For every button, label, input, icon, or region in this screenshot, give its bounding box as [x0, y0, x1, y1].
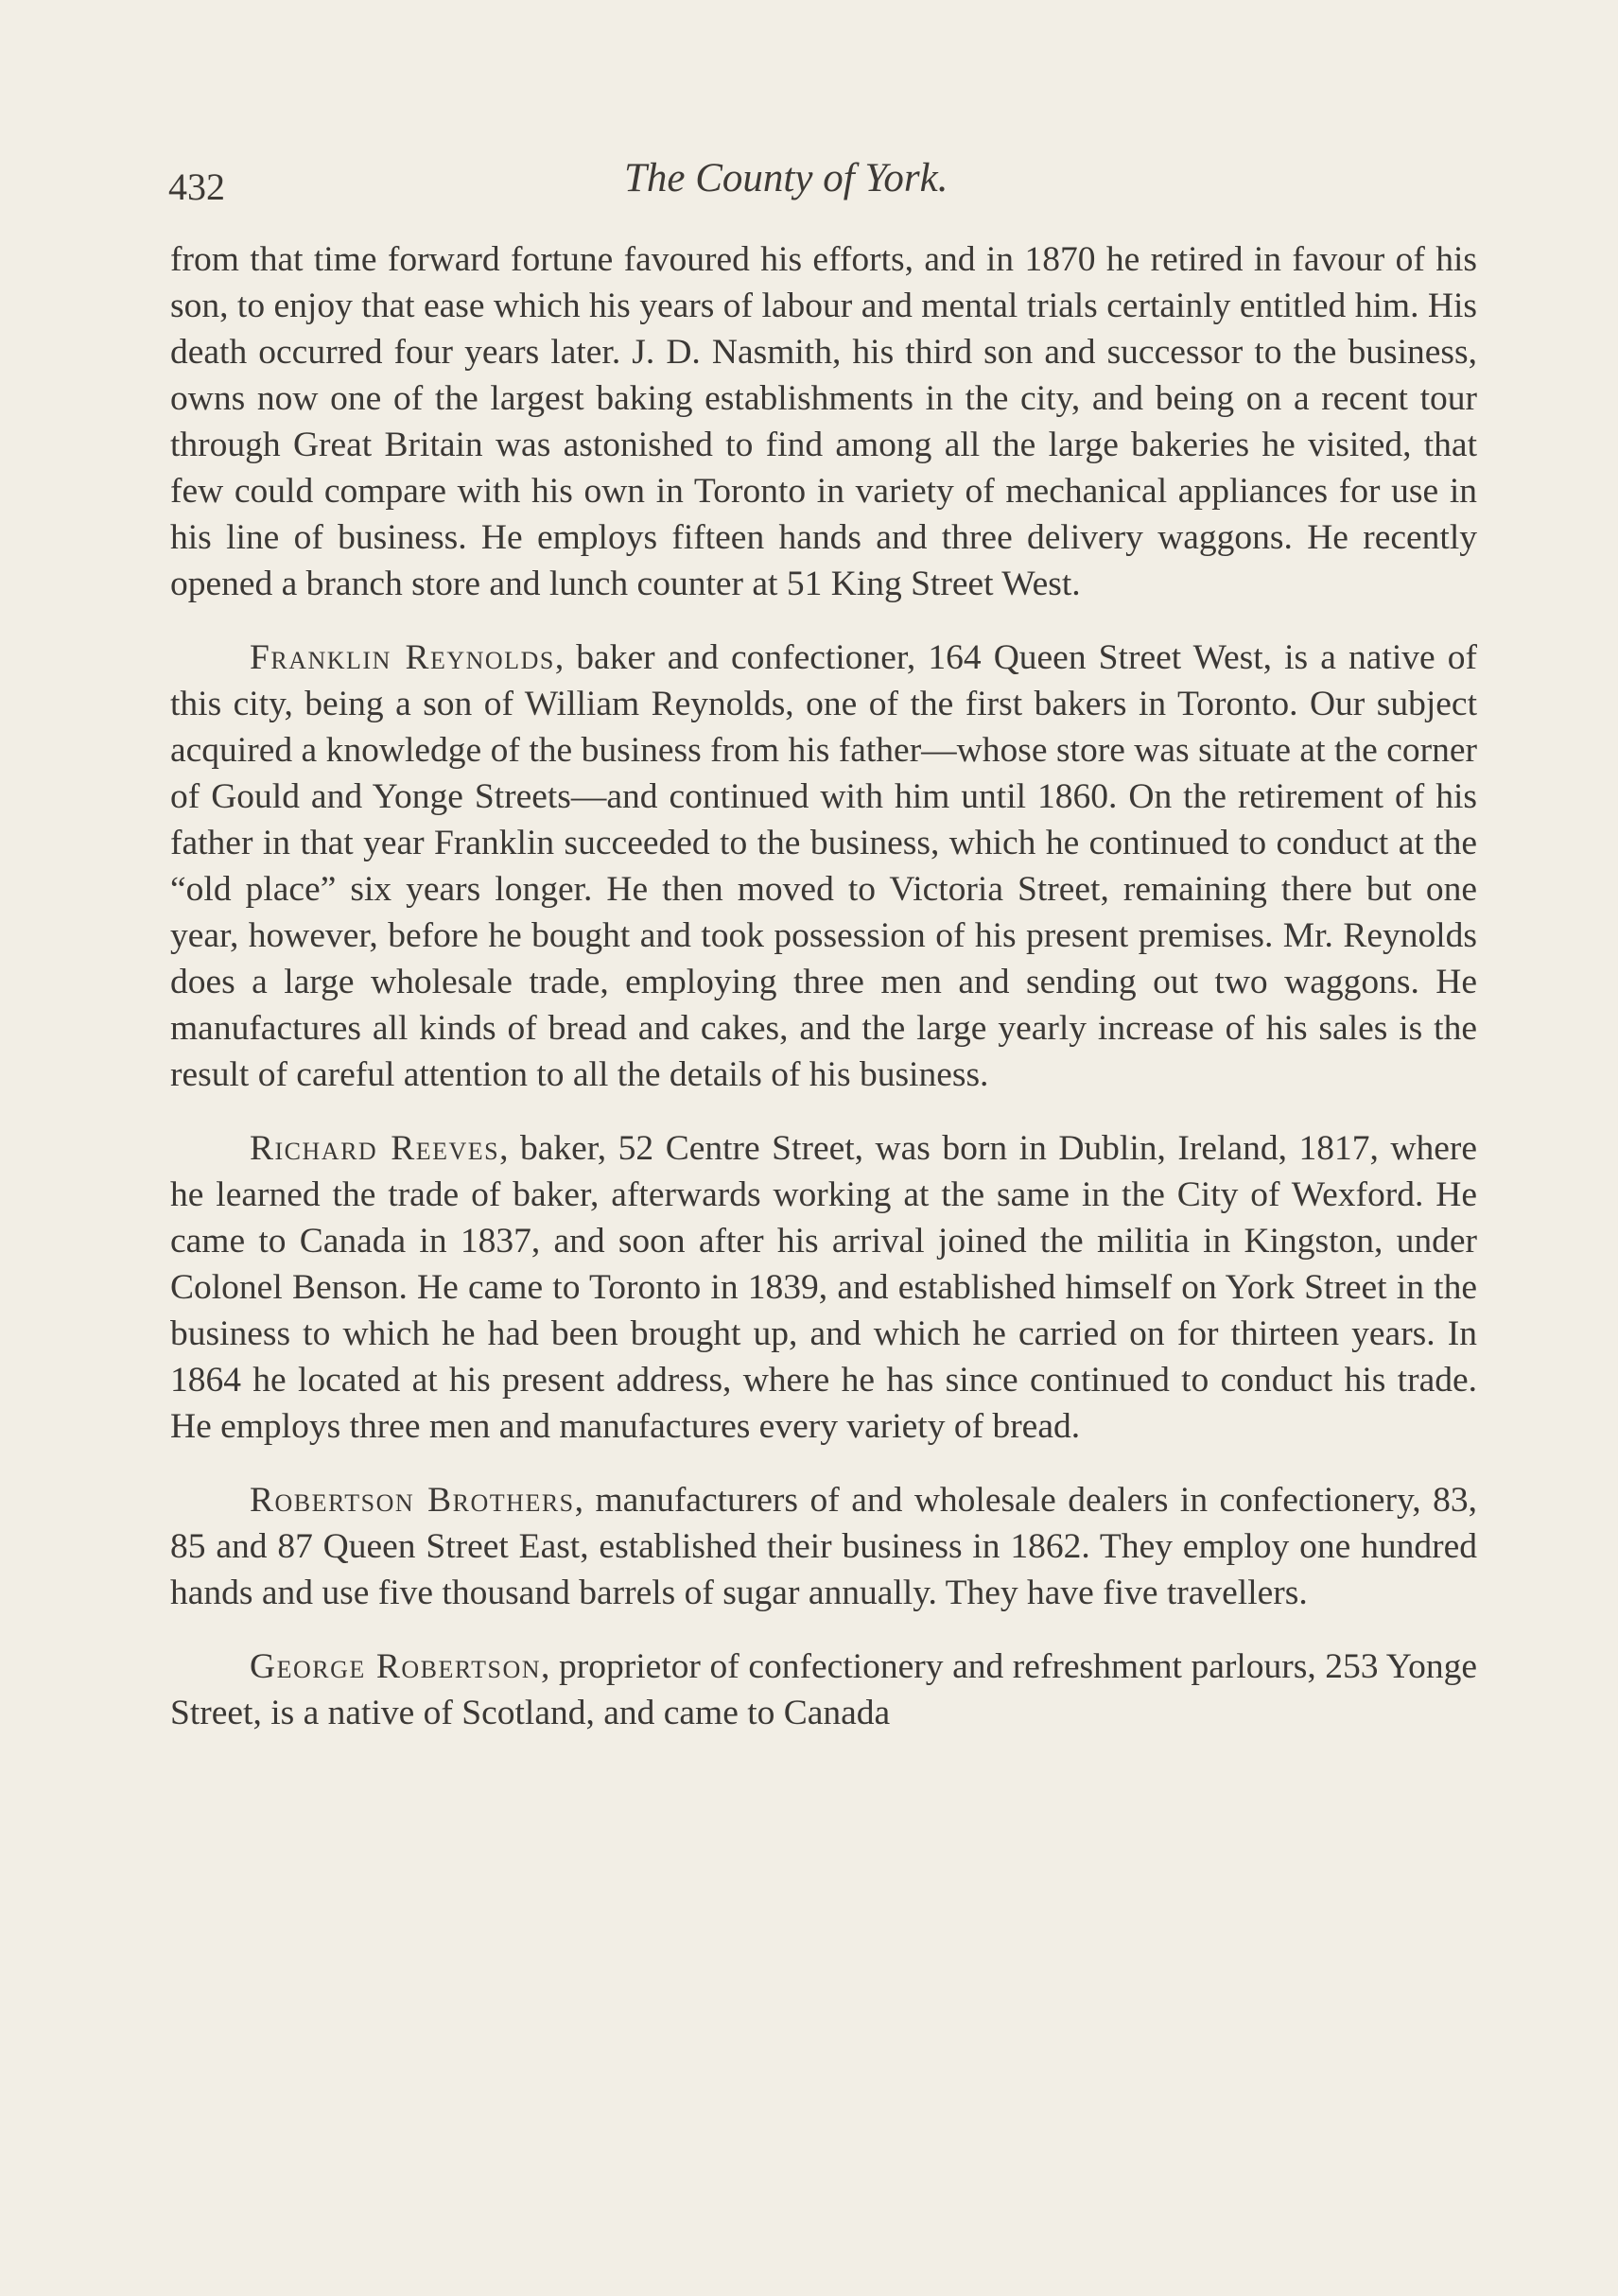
paragraph-nasmith-continued [170, 236, 1477, 607]
paragraph-robertson-brothers [170, 1477, 1477, 1616]
page-number: 432 [168, 165, 225, 208]
entry-name: Franklin Reynolds [250, 638, 555, 677]
body-text [170, 236, 1477, 1736]
paragraph-text: , proprietor of confectionery and refreshment parlours, 253 Yonge Street, is a native of Scotland, and came to Canada [170, 1647, 1477, 1732]
running-title: The County of York. [624, 156, 948, 200]
paragraph-text: , manufacturers of and wholesale dealers in confectionery, 83, 85 and 87 Queen Street East, established their business in 1862. They employ one hundred hands and use five thousand barrels of sugar annually. They have five travellers. [170, 1481, 1477, 1612]
entry-name: Richard Reeves [250, 1129, 500, 1168]
paragraph-franklin-reynolds [170, 635, 1477, 1098]
paragraph-text: from that time forward fortune favoured his efforts, and in 1870 he retired in favour of his son, to enjoy that ease which his years of labour and mental trials certainly entitled him. His death occurred four years later. J. D. Nasmith, his third son and successor to the business, owns now one of the largest baking establishments in the city, and being on a recent tour through Great Britain was astonished to find among all the large bakeries he visited, that few could compare with his own in Toronto in variety of mechanical appliances for use in his line of business. He employs fifteen hands and three delivery waggons. He recently opened a branch store and lunch counter at 51 King Street West. [170, 240, 1477, 603]
entry-name: George Robertson [250, 1647, 542, 1686]
paragraph-text: , baker and confectioner, 164 Queen Street West, is a native of this city, being a son of William Reynolds, one of the first bakers in Toronto. Our subject acquired a knowledge of the business from his father—whose store was situate at the corner of Gould and Yonge Streets—and continued with him until 1860. On the retirement of his father in that year Franklin succeeded to the business, which he continued to conduct at the “old place” six years longer. He then moved to Victoria Street, remaining there but one year, however, before he bought and took possession of his present premises. Mr. Reynolds does a large wholesale trade, employing three men and sending out two waggons. He manufactures all kinds of bread and cakes, and the large yearly increase of his sales is the result of careful attention to all the details of his business. [170, 638, 1478, 1094]
paragraph-george-robertson [170, 1644, 1477, 1736]
entry-name: Robertson Brothers [250, 1481, 575, 1520]
paragraph-text: , baker, 52 Centre Street, was born in Dublin, Ireland, 1817, where he learned the trade of baker, afterwards working at the same in the City of Wexford. He came to Canada in 1837, and soon after his arrival joined the militia in Kingston, under Colonel Benson. He came to Toronto in 1839, and established himself on York Street in the business to which he had been brought up, and which he carried on for thirteen years. In 1864 he located at his present address, where he has since continued to conduct his trade. He employs three men and manufactures every variety of bread. [170, 1129, 1478, 1446]
paragraph-richard-reeves [170, 1125, 1477, 1450]
page-header [168, 149, 1492, 206]
